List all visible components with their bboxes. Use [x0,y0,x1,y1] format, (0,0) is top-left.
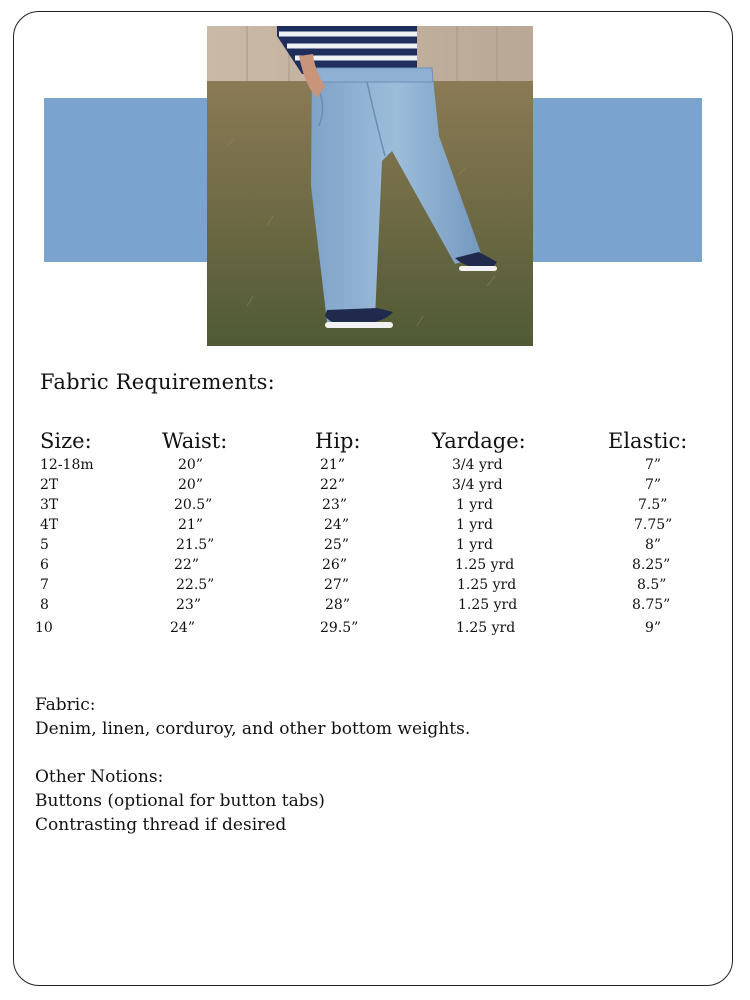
table-cell-hip: 21” [320,457,345,473]
table-cell-hip: 22” [320,477,345,493]
table-cell-elastic: 8.5” [637,577,667,593]
column-header-yardage: Yardage: [432,429,526,453]
table-cell-waist: 22.5” [176,577,215,593]
notions-label: Other Notions: [35,767,164,787]
table-cell-waist: 22” [174,557,199,573]
table-cell-hip: 27” [324,577,349,593]
fabric-label: Fabric: [35,695,96,715]
fabric-text: Denim, linen, corduroy, and other bottom weights. [35,719,471,739]
table-cell-waist: 21.5” [176,537,215,553]
table-cell-size: 4T [40,517,59,533]
product-photo [207,26,533,346]
table-cell-elastic: 8.25” [632,557,671,573]
table-cell-size: 12-18m [40,457,94,473]
notes-section [35,693,470,837]
table-cell-waist: 21” [178,517,203,533]
table-cell-yardage: 1.25 yrd [456,620,516,636]
table-cell-yardage: 3/4 yrd [452,477,503,493]
table-cell-yardage: 1.25 yrd [455,557,515,573]
table-cell-hip: 24” [324,517,349,533]
table-cell-elastic: 7” [645,477,662,493]
table-cell-yardage: 1 yrd [456,537,493,553]
column-header-hip: Hip: [315,429,361,453]
table-cell-size: 6 [40,557,49,573]
table-cell-elastic: 7.5” [638,497,668,513]
table-cell-elastic: 8.75” [632,597,671,613]
table-cell-size: 3T [40,497,59,513]
table-cell-elastic: 7” [645,457,662,473]
table-cell-waist: 20” [178,457,203,473]
table-cell-hip: 26” [322,557,347,573]
denim-pants-illustration [207,26,533,346]
column-header-size: Size: [40,429,92,453]
table-cell-size: 10 [35,620,53,636]
column-header-waist: Waist: [162,429,228,453]
table-cell-yardage: 1 yrd [456,497,493,513]
table-cell-elastic: 8” [645,537,662,553]
table-cell-hip: 28” [325,597,350,613]
table-cell-elastic: 7.75” [634,517,673,533]
notion-item: Contrasting thread if desired [35,815,287,835]
table-cell-hip: 29.5” [320,620,359,636]
table-cell-yardage: 1.25 yrd [457,577,517,593]
table-cell-elastic: 9” [645,620,662,636]
table-cell-waist: 24” [170,620,195,636]
notion-item: Buttons (optional for button tabs) [35,791,325,811]
table-cell-waist: 20.5” [174,497,213,513]
table-cell-size: 5 [40,537,49,553]
table-cell-waist: 23” [176,597,201,613]
table-cell-hip: 25” [324,537,349,553]
table-cell-size: 2T [40,477,59,493]
column-header-elastic: Elastic: [608,429,688,453]
table-cell-yardage: 3/4 yrd [452,457,503,473]
table-cell-yardage: 1 yrd [456,517,493,533]
table-cell-yardage: 1.25 yrd [458,597,518,613]
table-cell-size: 8 [40,597,49,613]
table-cell-waist: 20” [178,477,203,493]
table-cell-hip: 23” [322,497,347,513]
fabric-requirements-heading: Fabric Requirements: [40,370,275,394]
table-cell-size: 7 [40,577,49,593]
